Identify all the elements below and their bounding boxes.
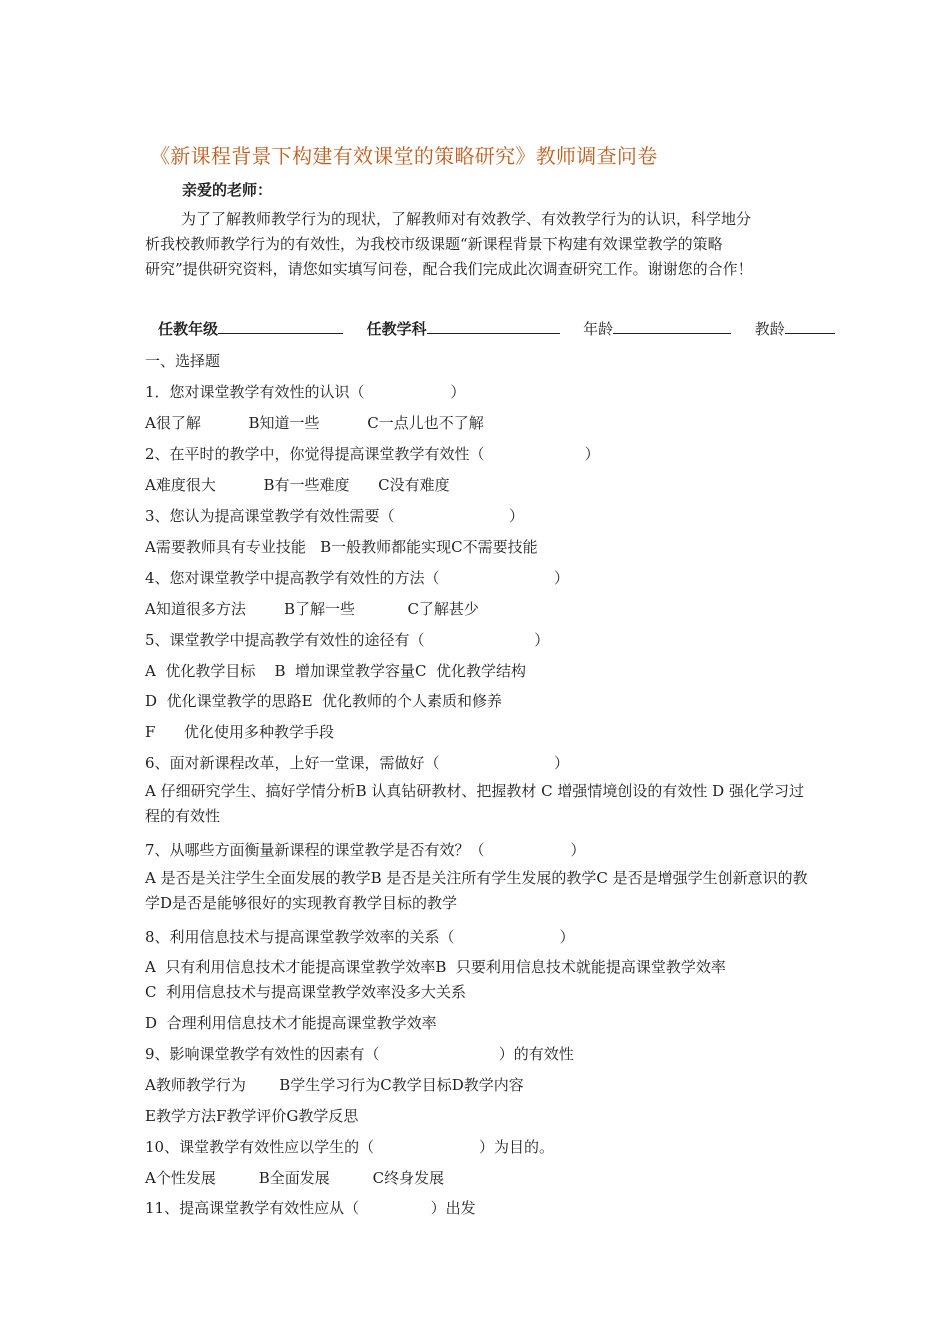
question-4: 4、您对课堂教学中提高教学有效性的方法（ ） xyxy=(145,569,569,587)
age-label: 年龄 xyxy=(583,320,614,338)
question-6: 6、面对新课程改革，上好一堂课，需做好（ ） xyxy=(145,754,569,772)
question-9-options-line: A教师教学行为 B学生学习行为C教学目标D教学内容 xyxy=(145,1076,524,1094)
question-5-options-line: A 优化教学目标 B 增加课堂教学容量C 优化教学结构 xyxy=(145,662,527,680)
question-7-options: A 是否是关注学生全面发展的教学B 是否是关注所有学生发展的教学C 是否是增强学生创新意识的教学D是否是能够很好的实现教育教学目标的教学 xyxy=(145,869,808,912)
age-blank[interactable] xyxy=(613,319,731,334)
question-3: 3、您认为提高课堂教学有效性需要（ ） xyxy=(145,507,524,525)
question-5-options-line: D 优化课堂教学的思路E 优化教师的个人素质和修养 xyxy=(145,692,503,710)
grade-label: 任教年级 xyxy=(158,320,219,338)
question-11: 11、提高课堂教学有效性应从（ ）出发 xyxy=(145,1199,476,1217)
question-5: 5、课堂教学中提高教学有效性的途径有（ ） xyxy=(145,631,550,649)
section-title: 一、选择题 xyxy=(145,352,221,370)
teaching-years-label: 教龄 xyxy=(754,320,785,338)
question-8: 8、利用信息技术与提高课堂教学效率的关系（ ） xyxy=(145,928,575,946)
question-10: 10、课堂教学有效性应以学生的（ ）为目的。 xyxy=(145,1138,554,1156)
intro-line: 为了了解教师教学行为的现状，了解教师对有效教学、有效教学行为的认识，科学地分 xyxy=(181,210,752,228)
question-6-options: A 仔细研究学生、搞好学情分析B 认真钻研教材、把握教材 C 增强情境创设的有效性 D 强化学习过程的有效性 xyxy=(145,782,804,825)
question-1-options: A很了解 B知道一些 C一点儿也不了解 xyxy=(145,414,484,432)
question-8-options-line: D 合理利用信息技术才能提高课堂教学效率 xyxy=(145,1014,437,1032)
question-1: 1．您对课堂教学有效性的认识（ ） xyxy=(145,383,466,401)
question-2: 2、在平时的教学中，你觉得提高课堂教学有效性（ ） xyxy=(145,445,600,463)
intro-line: 研究”提供研究资料，请您如实填写问卷，配合我们完成此次调查研究工作。谢谢您的合作！ xyxy=(145,260,753,278)
question-10-options: A个性发展 B全面发展 C终身发展 xyxy=(145,1169,445,1187)
grade-blank[interactable] xyxy=(218,319,343,334)
greeting: 亲爱的老师： xyxy=(182,181,273,199)
question-9: 9、影响课堂教学有效性的因素有（ ）的有效性 xyxy=(145,1045,574,1063)
question-8-options-line: C 利用信息技术与提高课堂教学效率没多大关系 xyxy=(145,983,467,1001)
intro-line: 析我校教师教学行为的有效性，为我校市级课题“新课程背景下构建有效课堂教学的策略 xyxy=(145,235,723,253)
question-5-options-line: F 优化使用多种教学手段 xyxy=(145,723,335,741)
teacher-info-fields xyxy=(158,318,858,339)
question-7: 7、从哪些方面衡量新课程的课堂教学是否有效？（ ） xyxy=(145,841,586,859)
question-3-options: A需要教师具有专业技能 B一般教师都能实现C不需要技能 xyxy=(145,538,538,556)
subject-blank[interactable] xyxy=(427,319,560,334)
question-8-options-line: A 只有利用信息技术才能提高课堂教学效率B 只要利用信息技术就能提高课堂教学效率 xyxy=(145,958,726,976)
intro-paragraph xyxy=(145,207,825,282)
subject-label: 任教学科 xyxy=(366,320,427,338)
question-9-options-line: E教学方法F教学评价G教学反思 xyxy=(145,1107,359,1125)
question-2-options: A难度很大 B有一些难度 C没有难度 xyxy=(145,476,450,494)
teaching-years-blank[interactable] xyxy=(785,319,835,334)
document-title: 《新课程背景下构建有效课堂的策略研究》教师调查问卷 xyxy=(150,144,658,168)
question-4-options: A知道很多方法 B了解一些 C了解甚少 xyxy=(145,600,479,618)
